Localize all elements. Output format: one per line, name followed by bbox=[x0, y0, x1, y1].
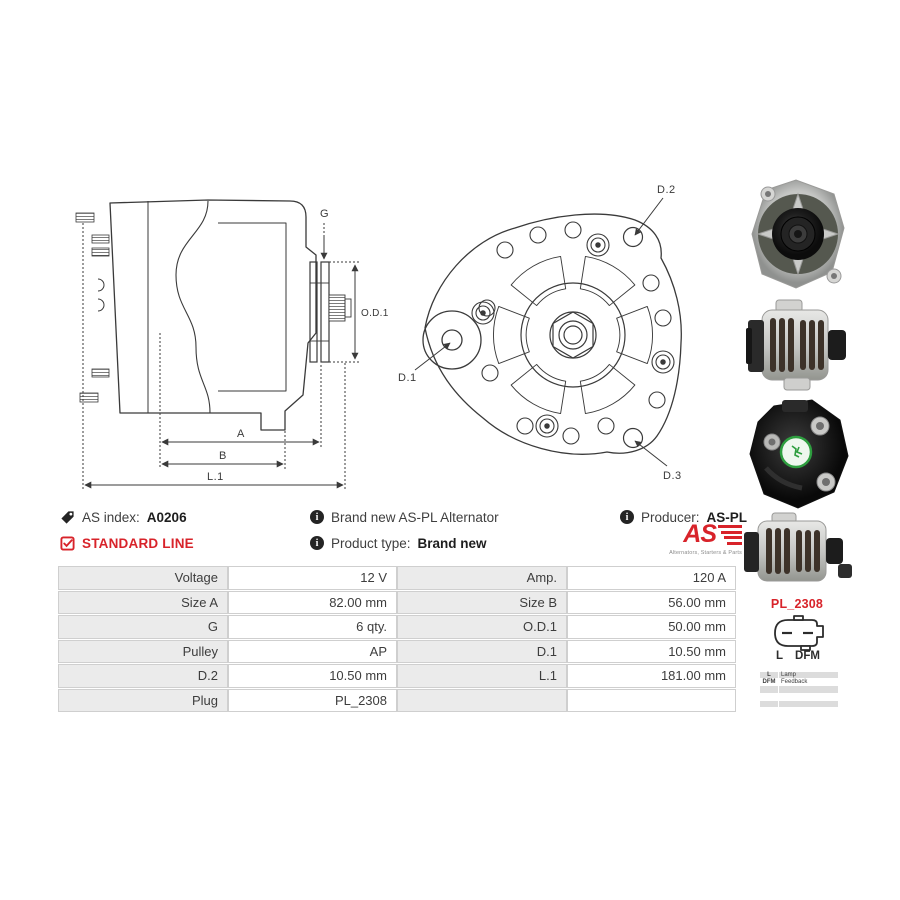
spec-label bbox=[397, 689, 567, 713]
table-row bbox=[58, 615, 736, 639]
legend-desc bbox=[779, 701, 838, 707]
legend-desc bbox=[779, 694, 838, 700]
spec-table bbox=[58, 565, 736, 713]
alternator-front-outline bbox=[423, 214, 681, 454]
spec-value: AP bbox=[228, 640, 397, 664]
brand-new-row bbox=[310, 507, 499, 527]
legend-desc: Lamp bbox=[779, 672, 838, 678]
table-row bbox=[58, 591, 736, 615]
table-row bbox=[58, 566, 736, 590]
spec-value: 6 qty. bbox=[228, 615, 397, 639]
legend-key bbox=[760, 694, 778, 700]
front-view-bolts bbox=[472, 234, 674, 437]
as-pl-logo bbox=[668, 522, 742, 560]
front-view-rotor bbox=[521, 283, 625, 387]
plug-code: PL_2308 bbox=[770, 597, 824, 611]
as-index-value: A0206 bbox=[146, 509, 187, 525]
as-logo-stripes bbox=[718, 525, 742, 545]
info-icon: i bbox=[310, 510, 324, 524]
dim-label-g: G bbox=[320, 208, 330, 220]
info-icon: i bbox=[310, 536, 324, 550]
spec-label: D.2 bbox=[58, 664, 228, 688]
spec-label: O.D.1 bbox=[397, 615, 567, 639]
producer-label: Producer: bbox=[641, 509, 700, 525]
spec-label: Amp. bbox=[397, 566, 567, 590]
dim-label-d1: D.1 bbox=[398, 372, 417, 384]
table-row bbox=[58, 664, 736, 688]
spec-value: 120 A bbox=[567, 566, 736, 590]
dim-label-b: B bbox=[219, 450, 227, 462]
brand-new-title: Brand new AS-PL Alternator bbox=[331, 509, 499, 525]
pin-label-l: L bbox=[776, 650, 784, 662]
spec-value: 10.50 mm bbox=[567, 640, 736, 664]
info-icon: i bbox=[620, 510, 634, 524]
spec-value: 82.00 mm bbox=[228, 591, 397, 615]
product-photo-side-2 bbox=[742, 512, 854, 595]
legend-desc: Feedback bbox=[781, 679, 808, 686]
legend-key bbox=[760, 686, 778, 692]
tag-icon bbox=[60, 510, 75, 525]
product-type-value: Brand new bbox=[417, 535, 487, 551]
dim-label-d2: D.2 bbox=[657, 184, 676, 196]
spec-value: 12 V bbox=[228, 566, 397, 590]
as-index-label: AS index: bbox=[82, 509, 140, 525]
spec-value bbox=[567, 689, 736, 713]
spec-label: Size A bbox=[58, 591, 228, 615]
product-photo-front bbox=[746, 176, 850, 301]
dim-label-od1: O.D.1 bbox=[361, 308, 389, 319]
legend-desc bbox=[779, 686, 838, 692]
spec-label: L.1 bbox=[397, 664, 567, 688]
dim-label-l1: L.1 bbox=[207, 471, 224, 483]
list-item bbox=[760, 686, 838, 692]
product-type-row bbox=[310, 533, 487, 553]
product-photo-rear bbox=[746, 398, 852, 516]
leader-lines bbox=[415, 198, 667, 466]
dim-label-a: A bbox=[237, 428, 245, 440]
spec-label: G bbox=[58, 615, 228, 639]
alternator-side-outline bbox=[98, 200, 316, 430]
spec-label: Size B bbox=[397, 591, 567, 615]
pin-label-dfm: DFM bbox=[795, 650, 820, 662]
front-view-holes bbox=[479, 222, 671, 444]
product-photo-side bbox=[744, 298, 852, 398]
front-view-mount-holes bbox=[624, 228, 643, 448]
as-logo-tagline: Alternators, Starters & Parts bbox=[669, 550, 742, 556]
dimension-lines bbox=[85, 235, 355, 485]
as-logo-text: AS bbox=[683, 520, 716, 548]
spec-label: Plug bbox=[58, 689, 228, 713]
dim-label-d3: D.3 bbox=[663, 470, 682, 482]
list-item bbox=[760, 679, 838, 685]
front-view-technical-drawing bbox=[395, 178, 695, 503]
product-type-label: Product type: bbox=[331, 535, 411, 551]
side-view-studs bbox=[76, 213, 109, 402]
plug-legend-table bbox=[759, 671, 839, 708]
legend-key bbox=[760, 701, 778, 707]
plug-pin-labels bbox=[768, 650, 828, 662]
spec-value: PL_2308 bbox=[228, 689, 397, 713]
table-row bbox=[58, 689, 736, 713]
spec-value: 181.00 mm bbox=[567, 664, 736, 688]
legend-key: DFM bbox=[762, 679, 776, 686]
list-item bbox=[760, 701, 838, 707]
standard-line-row bbox=[60, 533, 194, 553]
producer-value: AS-PL bbox=[706, 509, 748, 525]
spec-value: 10.50 mm bbox=[228, 664, 397, 688]
front-view-vents bbox=[493, 252, 652, 418]
standard-line-label: STANDARD LINE bbox=[82, 535, 194, 551]
legend-key: L bbox=[760, 672, 778, 678]
check-square-icon bbox=[60, 536, 75, 551]
spec-label: Pulley bbox=[58, 640, 228, 664]
side-view-technical-drawing bbox=[58, 183, 396, 495]
table-row bbox=[58, 640, 736, 664]
spec-label: Voltage bbox=[58, 566, 228, 590]
spec-value: 56.00 mm bbox=[567, 591, 736, 615]
spec-label: D.1 bbox=[397, 640, 567, 664]
list-item bbox=[760, 694, 838, 700]
as-index-row bbox=[60, 507, 187, 527]
spec-value: 50.00 mm bbox=[567, 615, 736, 639]
list-item bbox=[760, 672, 838, 678]
